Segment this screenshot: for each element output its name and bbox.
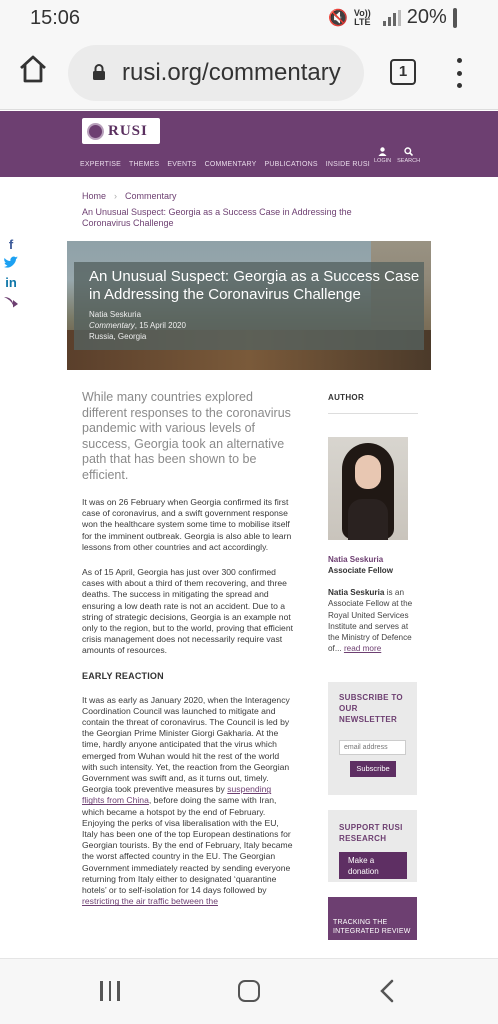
- tab-switcher-button[interactable]: 1: [390, 59, 416, 85]
- user-icon: [378, 147, 387, 156]
- article-type: Commentary: [89, 321, 135, 330]
- author-name[interactable]: Natia Seskuria: [328, 555, 384, 564]
- site-header: [0, 111, 498, 177]
- newsletter-box: [328, 682, 417, 795]
- article-paragraph: As of 15 April, Georgia has just over 300 confirmed cases with about a third of them recovering, and three deaths. The success in mitigating the spread and ensuring a low death rate is not an accident. Due to a string of strategic decisions, Georgia is an example not only to the region, but to the world, proving that efficient crisis management does not necessarily require vast amounts of resources.: [82, 567, 293, 656]
- nav-publications[interactable]: PUBLICATIONS: [264, 161, 318, 168]
- twitter-icon[interactable]: [3, 256, 19, 270]
- status-bar: [0, 0, 498, 34]
- battery-icon: [453, 8, 457, 28]
- article-dateline: [89, 320, 424, 331]
- email-input[interactable]: email address: [339, 740, 406, 755]
- read-more-link[interactable]: read more: [343, 644, 382, 654]
- breadcrumb-home[interactable]: Home: [82, 191, 107, 201]
- support-title: SUPPORT RUSI RESEARCH: [339, 823, 403, 843]
- logo-wordmark: RUSI: [108, 122, 148, 139]
- restricting-air-traffic-link[interactable]: restricting the air traffic between the: [82, 896, 218, 907]
- back-icon[interactable]: [380, 979, 394, 1003]
- article-author[interactable]: Natia Seskuria: [89, 310, 142, 319]
- article-meta: [89, 309, 424, 342]
- mute-icon: 🔇: [328, 9, 348, 27]
- article-paragraph: It was as early as January 2020, when the Interagency Coordination Council was launched to mitigate and contain the threat of coronavirus. The Council is led by the Georgian Prime Minister Giorgi Gakharia. At the time, hardly anyone anticipated that the virus which emerged from Wuhan would hit the rest of the world with such intensity. Yet, the reaction from the Georgian Government was swift and, as it turns out, timely. Georgia took preventive measures by suspending flights from China, before doing the same with Iran, which became a hotspot by the end of February. Enjoying the perks of visa liberalisation with the EU, Italy has been one of the top European destinations for Georgian tourists. By the end of February, Italy became the worst affected country in the EU. The Georgian Government immediately reacted by sending everyone returning from Italy either to designated ‘quarantine hotels’ or to self-isolation for 14 days followed by restricting the air traffic between the: [82, 694, 293, 907]
- article-title: An Unusual Suspect: Georgia as a Success Case in Addressing the Coronavirus Challenge: [89, 268, 420, 303]
- home-icon[interactable]: [18, 54, 48, 84]
- status-icons: [328, 6, 447, 29]
- lock-icon: [92, 64, 106, 80]
- url-text[interactable]: rusi.org/commentary: [122, 59, 341, 86]
- author-role: Associate Fellow: [328, 566, 393, 575]
- article-tags[interactable]: Russia, Georgia: [89, 332, 147, 341]
- breadcrumb-current: An Unusual Suspect: Georgia as a Success Case in Addressing the Coronavirus Challenge: [82, 207, 352, 228]
- newsletter-title: SUBSCRIBE TO OUR NEWSLETTER: [339, 693, 403, 724]
- article-date: , 15 April 2020: [134, 321, 186, 330]
- login-label: LOGIN: [374, 158, 392, 164]
- nav-inside-rusi[interactable]: INSIDE RUSI: [325, 161, 370, 168]
- hero-overlay: [74, 262, 424, 350]
- donate-button[interactable]: Make a donation: [339, 852, 407, 879]
- header-actions: [374, 147, 420, 164]
- home-button-icon[interactable]: [238, 980, 260, 1002]
- article-paragraph: It was on 26 February when Georgia confirmed its first case of coronavirus, and a swift government response won the healthcare system some time to mobilise itself for the imminent outbreak. Georgia is also able to learn lessons from other countries and act accordingly.: [82, 497, 292, 552]
- author-sidebar: [328, 393, 418, 655]
- breadcrumb: [82, 191, 177, 201]
- signal-icon: [383, 10, 401, 26]
- login-button[interactable]: [374, 147, 391, 164]
- nav-expertise[interactable]: EXPERTISE: [80, 161, 121, 168]
- breadcrumb-commentary[interactable]: Commentary: [125, 191, 177, 201]
- article-body: [82, 390, 294, 908]
- recent-apps-icon[interactable]: [100, 981, 120, 1001]
- section-heading: EARLY REACTION: [82, 670, 164, 681]
- status-time: 15:06: [30, 7, 81, 29]
- rusi-logo[interactable]: [82, 118, 160, 144]
- share-sidebar: [3, 237, 19, 308]
- article-lead: While many countries explored different responses to the coronavirus pandemic with various levels of success, Georgia took an alternative path that has been shown to be efficient.: [82, 390, 291, 482]
- nav-events[interactable]: EVENTS: [167, 161, 197, 168]
- tracking-review-banner[interactable]: TRACKING THE INTEGRATED REVIEW: [328, 897, 417, 940]
- subscribe-button[interactable]: Subscribe: [350, 761, 396, 777]
- suspending-flights-link[interactable]: suspending flights from China: [82, 784, 272, 806]
- share-icon[interactable]: [3, 294, 19, 308]
- overflow-menu-icon[interactable]: [456, 58, 462, 88]
- system-nav-bar: [0, 958, 498, 1024]
- nav-themes[interactable]: THEMES: [128, 161, 160, 168]
- breadcrumb-separator: ›: [114, 191, 118, 201]
- battery-percent: 20%: [406, 6, 447, 28]
- rusi-seal-icon: [87, 123, 104, 140]
- author-bio: Natia Seskuria is an Associate Fellow at the Royal United Services Institute and serves at the Ministry of Defence of... read more: [328, 588, 413, 654]
- facebook-icon[interactable]: f: [8, 236, 14, 252]
- address-bar[interactable]: [68, 45, 364, 101]
- linkedin-icon[interactable]: in: [5, 274, 17, 290]
- browser-toolbar: [0, 34, 498, 110]
- main-nav: [80, 161, 370, 168]
- author-heading: AUTHOR: [328, 393, 418, 414]
- volte-icon: Vo)) LTE: [353, 7, 371, 27]
- author-photo[interactable]: [328, 437, 408, 540]
- search-icon: [404, 147, 413, 156]
- support-box: [328, 810, 417, 882]
- search-label: SEARCH: [397, 158, 421, 164]
- search-button[interactable]: [397, 147, 420, 164]
- nav-commentary[interactable]: COMMENTARY: [204, 161, 257, 168]
